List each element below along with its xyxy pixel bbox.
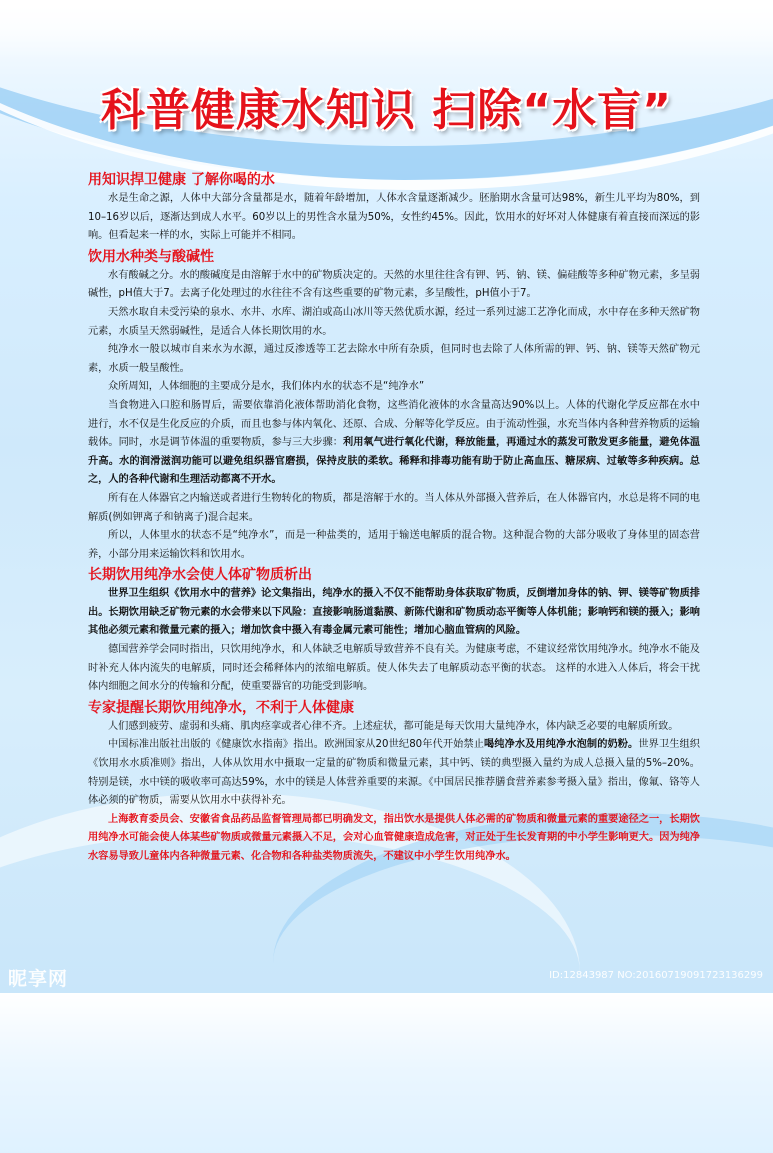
body-paragraph: 水有酸碱之分。水的酸碱度是由溶解于水中的矿物质决定的。天然的水里往往含有钾、钙、钠、镁、偏硅酸等多种矿物元素，多呈弱碱性，pH值大于7。去离子化处理过的水往往不含有这些重要的矿物元素，多呈酸性，pH值小于7。 bbox=[88, 269, 700, 300]
section-heading: 长期饮用纯净水会使人体矿物质析出 bbox=[88, 567, 312, 584]
body-text: 世界卫生组织《饮用水水质准则》指出，人体从饮用水中摄取一定量的矿物质和微量元素，其中钙、镁的典型摄入量约为成人总摄入量的5%–20%。特别是镁，水中镁的吸收率可高达59%，水中的镁是人体营养重要的来源。《中国居民推荐膳食营养素参考摄入量》指出，像氟、铬等人体必须的矿物质，需要从饮用水中获得补充。 bbox=[88, 739, 700, 807]
watermark-logo: 昵享网 bbox=[8, 968, 69, 990]
header-fade bbox=[0, 0, 773, 60]
body-paragraph: 世界卫生组织《饮用水中的营养》论文集指出，纯净水的摄入不仅不能帮助身体获取矿物质，反倒增加身体的钠、钾、镁等矿物质排出。长期饮用缺乏矿物元素的水会带来以下风险：直接影响肠道黏膜、新陈代谢和矿物质动态平衡等人体机能；影响钙和镁的摄入；影响其他必须元素和微量元素的摄入；增加饮食中摄入有毒金属元素可能性；增加心脑血管病的风险。 bbox=[88, 588, 700, 637]
body-text-bold: 利用氧气进行氧化代谢，释放能量，再通过水的蒸发可散发更多能量，避免体温升高。水的润滑滋润功能可以避免组织器官磨损，保持皮肤的柔软。稀释和排毒功能有助于防止高血压、糖尿病、过敏等多种疾病。总之，人的各种代谢和生理活动都离不开水。 bbox=[88, 437, 701, 486]
body-paragraph: 纯净水一般以城市自来水为水源，通过反渗透等工艺去除水中所有杂质，但同时也去除了人体所需的钾、钙、钠、镁等天然矿物元素，水质一般呈酸性。 bbox=[88, 344, 700, 374]
section-heading: 饮用水种类与酸碱性 bbox=[88, 248, 214, 265]
body-paragraph: 人们感到疲劳、虚弱和头痛、肌肉痉挛或者心律不齐。上述症状，都可能是每天饮用大量纯净水，体内缺乏必要的电解质所致。 bbox=[108, 720, 679, 732]
highlight-paragraph: 上海教育委员会、安徽省食品药品监督管理局都已明确发文，指出饮水是提供人体必需的矿物质和微量元素的重要途径之一，长期饮用纯净水可能会使人体某些矿物质或微量元素摄入不足，会对心血管健康造成危害，对正处于生长发育期的中小学生影响更大。因为纯净水容易导致儿童体内各种微量元素、化合物和各种盐类物质流失，不建议中小学生饮用纯净水。 bbox=[88, 813, 700, 862]
body-text: 中国标准出版社出版的《健康饮水指南》指出。欧洲国家从20世纪80年代开始禁止 bbox=[108, 739, 484, 751]
body-paragraph: 所以，人体里水的状态不是“纯净水”，而是一种盐类的，适用于输送电解质的混合物。这种混合物的大部分吸收了身体里的固态营养，小部分用来运输饮料和饮用水。 bbox=[88, 530, 700, 560]
section-heading: 用知识捍卫健康 了解你喝的水 bbox=[88, 172, 275, 188]
poster-title: 科普健康水知识 扫除“水盲” bbox=[100, 85, 673, 136]
body-paragraph: 天然水取自未受污染的泉水、水井、水库、湖泊或高山冰川等天然优质水源，经过一系列过滤工艺净化而成，水中存在多种天然矿物元素，水质呈天然弱碱性，是适合人体长期饮用的水。 bbox=[88, 306, 700, 337]
body-paragraph: 众所周知，人体细胞的主要成分是水，我们体内水的状态不是“纯净水” bbox=[108, 381, 425, 393]
watermark-id: ID:12843987 NO:20160719091723136299 bbox=[549, 970, 763, 981]
body-text: 当食物进入口腔和肠胃后，需要依靠消化液体帮助消化食物，这些消化液体的水含量高达90%以上。人体的代谢化学反应都在水中进行，水不仅是生化反应的介质，而且也参与体内氧化、还原、合成、分解等化学反应。由于流动性强，水充当体内各种营养物质的运输载体。同时，水是调节体温的重要物质，参与三大步骤： bbox=[88, 399, 700, 449]
poster-body bbox=[88, 170, 700, 867]
body-paragraph: 所有在人体器官之内输送或者进行生物转化的物质，都是溶解于水的。当人体从外部摄入营养后，在人体器官内，水总是将不同的电解质(例如钾离子和钠离子)混合起来。 bbox=[88, 492, 700, 523]
body-paragraph: 德国营养学会同时指出，只饮用纯净水，和人体缺乏电解质导致营养不良有关。为健康考虑，不建议经常饮用纯净水。纯净水不能及时补充人体内流失的电解质，同时还会稀释体内的浓缩电解质。使人体失去了电解质动态平衡的状态。 这样的水进入人体后，将会干扰体内细胞之间水分的传输和分配，使重要器官的功能受到影响。 bbox=[88, 644, 700, 693]
section-heading: 专家提醒长期饮用纯净水，不利于人体健康 bbox=[88, 699, 354, 716]
body-paragraph bbox=[88, 397, 700, 490]
body-text-bold: 喝纯净水及用纯净水泡制的奶粉。 bbox=[484, 739, 639, 751]
body-paragraph bbox=[88, 736, 700, 810]
body-paragraph: 水是生命之源，人体中大部分含量都是水，随着年龄增加，人体水含量逐渐减少。胚胎期水含量可达98%，新生儿平均为80%，到10–16岁以后，逐渐达到成人水平。60岁以上的男性含水量为50%，女性约45%。因此，饮用水的好坏对人体健康有着直接而深远的影响。但看起来一样的水，实际上可能并不相同。 bbox=[88, 193, 700, 242]
